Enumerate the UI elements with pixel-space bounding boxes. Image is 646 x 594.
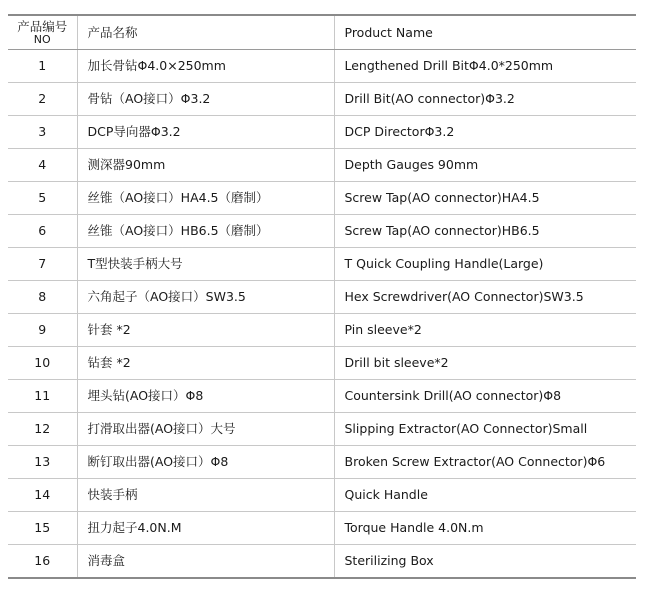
product-name-cn: 丝锥（AO接口）HA4.5（磨制） bbox=[77, 182, 334, 215]
table-row bbox=[8, 413, 636, 446]
product-table bbox=[8, 14, 636, 579]
product-name-en: Slipping Extractor(AO Connector)Small bbox=[334, 413, 636, 446]
table-row bbox=[8, 215, 636, 248]
product-name-en: Screw Tap(AO connector)HA4.5 bbox=[334, 182, 636, 215]
table-row bbox=[8, 479, 636, 512]
row-number: 14 bbox=[8, 479, 77, 512]
product-name-en: Screw Tap(AO connector)HB6.5 bbox=[334, 215, 636, 248]
product-name-cn: 快装手柄 bbox=[77, 479, 334, 512]
product-name-cn: 消毒盒 bbox=[77, 545, 334, 579]
product-name-cn: 针套 *2 bbox=[77, 314, 334, 347]
header-name-en: Product Name bbox=[334, 15, 636, 50]
product-name-en: Broken Screw Extractor(AO Connector)Φ6 bbox=[334, 446, 636, 479]
product-name-cn: 测深器90mm bbox=[77, 149, 334, 182]
row-number: 3 bbox=[8, 116, 77, 149]
row-number: 10 bbox=[8, 347, 77, 380]
product-name-cn: 扭力起子4.0N.M bbox=[77, 512, 334, 545]
table-row bbox=[8, 314, 636, 347]
row-number: 8 bbox=[8, 281, 77, 314]
product-name-en: Sterilizing Box bbox=[344, 553, 434, 568]
row-number: 1 bbox=[8, 50, 77, 83]
table-row bbox=[8, 281, 636, 314]
product-name-en: Pin sleeve*2 bbox=[334, 314, 636, 347]
product-name-en: T Quick Coupling Handle(Large) bbox=[334, 248, 636, 281]
product-name-en: Torque Handle 4.0N.m bbox=[334, 512, 636, 545]
product-name-cn: 钻套 *2 bbox=[77, 347, 334, 380]
product-name-cn: 六角起子（AO接口）SW3.5 bbox=[77, 281, 334, 314]
table-row bbox=[8, 50, 636, 83]
product-name-en: Quick Handle bbox=[334, 479, 636, 512]
table-row bbox=[8, 380, 636, 413]
product-name-cn: DCP导向器Φ3.2 bbox=[77, 116, 334, 149]
row-number: 13 bbox=[8, 446, 77, 479]
row-number: 11 bbox=[8, 380, 77, 413]
table-row bbox=[8, 116, 636, 149]
table-row bbox=[8, 182, 636, 215]
table-header bbox=[8, 15, 636, 50]
header-name-cn: 产品名称 bbox=[77, 15, 334, 50]
product-name-en: DCP DirectorΦ3.2 bbox=[334, 116, 636, 149]
product-name-en: Lengthened Drill BitΦ4.0*250mm bbox=[334, 50, 636, 83]
header-row bbox=[8, 15, 636, 50]
table-row bbox=[8, 446, 636, 479]
table-body bbox=[8, 50, 636, 579]
product-name-en: Countersink Drill(AO connector)Φ8 bbox=[334, 380, 636, 413]
product-name-cn: 加长骨钻Φ4.0×250mm bbox=[77, 50, 334, 83]
header-no-cn: 产品编号 bbox=[17, 18, 68, 34]
row-number: 5 bbox=[8, 182, 77, 215]
product-name-en: Depth Gauges 90mm bbox=[334, 149, 636, 182]
table-row bbox=[8, 248, 636, 281]
header-no bbox=[8, 15, 77, 50]
product-name-en: Drill Bit(AO connector)Φ3.2 bbox=[334, 83, 636, 116]
table-row bbox=[8, 347, 636, 380]
row-number: 6 bbox=[8, 215, 77, 248]
row-number: 12 bbox=[8, 413, 77, 446]
header-no-en: NO bbox=[33, 32, 51, 46]
product-name-cn: T型快装手柄大号 bbox=[77, 248, 334, 281]
product-name-cn: 丝锥（AO接口）HB6.5（磨制） bbox=[77, 215, 334, 248]
row-number: 2 bbox=[8, 83, 77, 116]
product-name-en: Hex Screwdriver(AO Connector)SW3.5 bbox=[334, 281, 636, 314]
table-row bbox=[8, 83, 636, 116]
row-number: 4 bbox=[8, 149, 77, 182]
product-name-cn: 断钉取出器(AO接口）Φ8 bbox=[77, 446, 334, 479]
product-name-cn: 打滑取出器(AO接口）大号 bbox=[77, 413, 334, 446]
table-row bbox=[8, 149, 636, 182]
row-number: 16 bbox=[8, 545, 77, 579]
product-name-en: Drill bit sleeve*2 bbox=[334, 347, 636, 380]
row-number: 9 bbox=[8, 314, 77, 347]
row-number: 7 bbox=[8, 248, 77, 281]
table-row bbox=[8, 512, 636, 545]
row-number: 15 bbox=[8, 512, 77, 545]
table-row bbox=[8, 545, 636, 579]
product-name-cn: 埋头钻(AO接口）Φ8 bbox=[77, 380, 334, 413]
product-name-cn: 骨钻（AO接口）Φ3.2 bbox=[77, 83, 334, 116]
